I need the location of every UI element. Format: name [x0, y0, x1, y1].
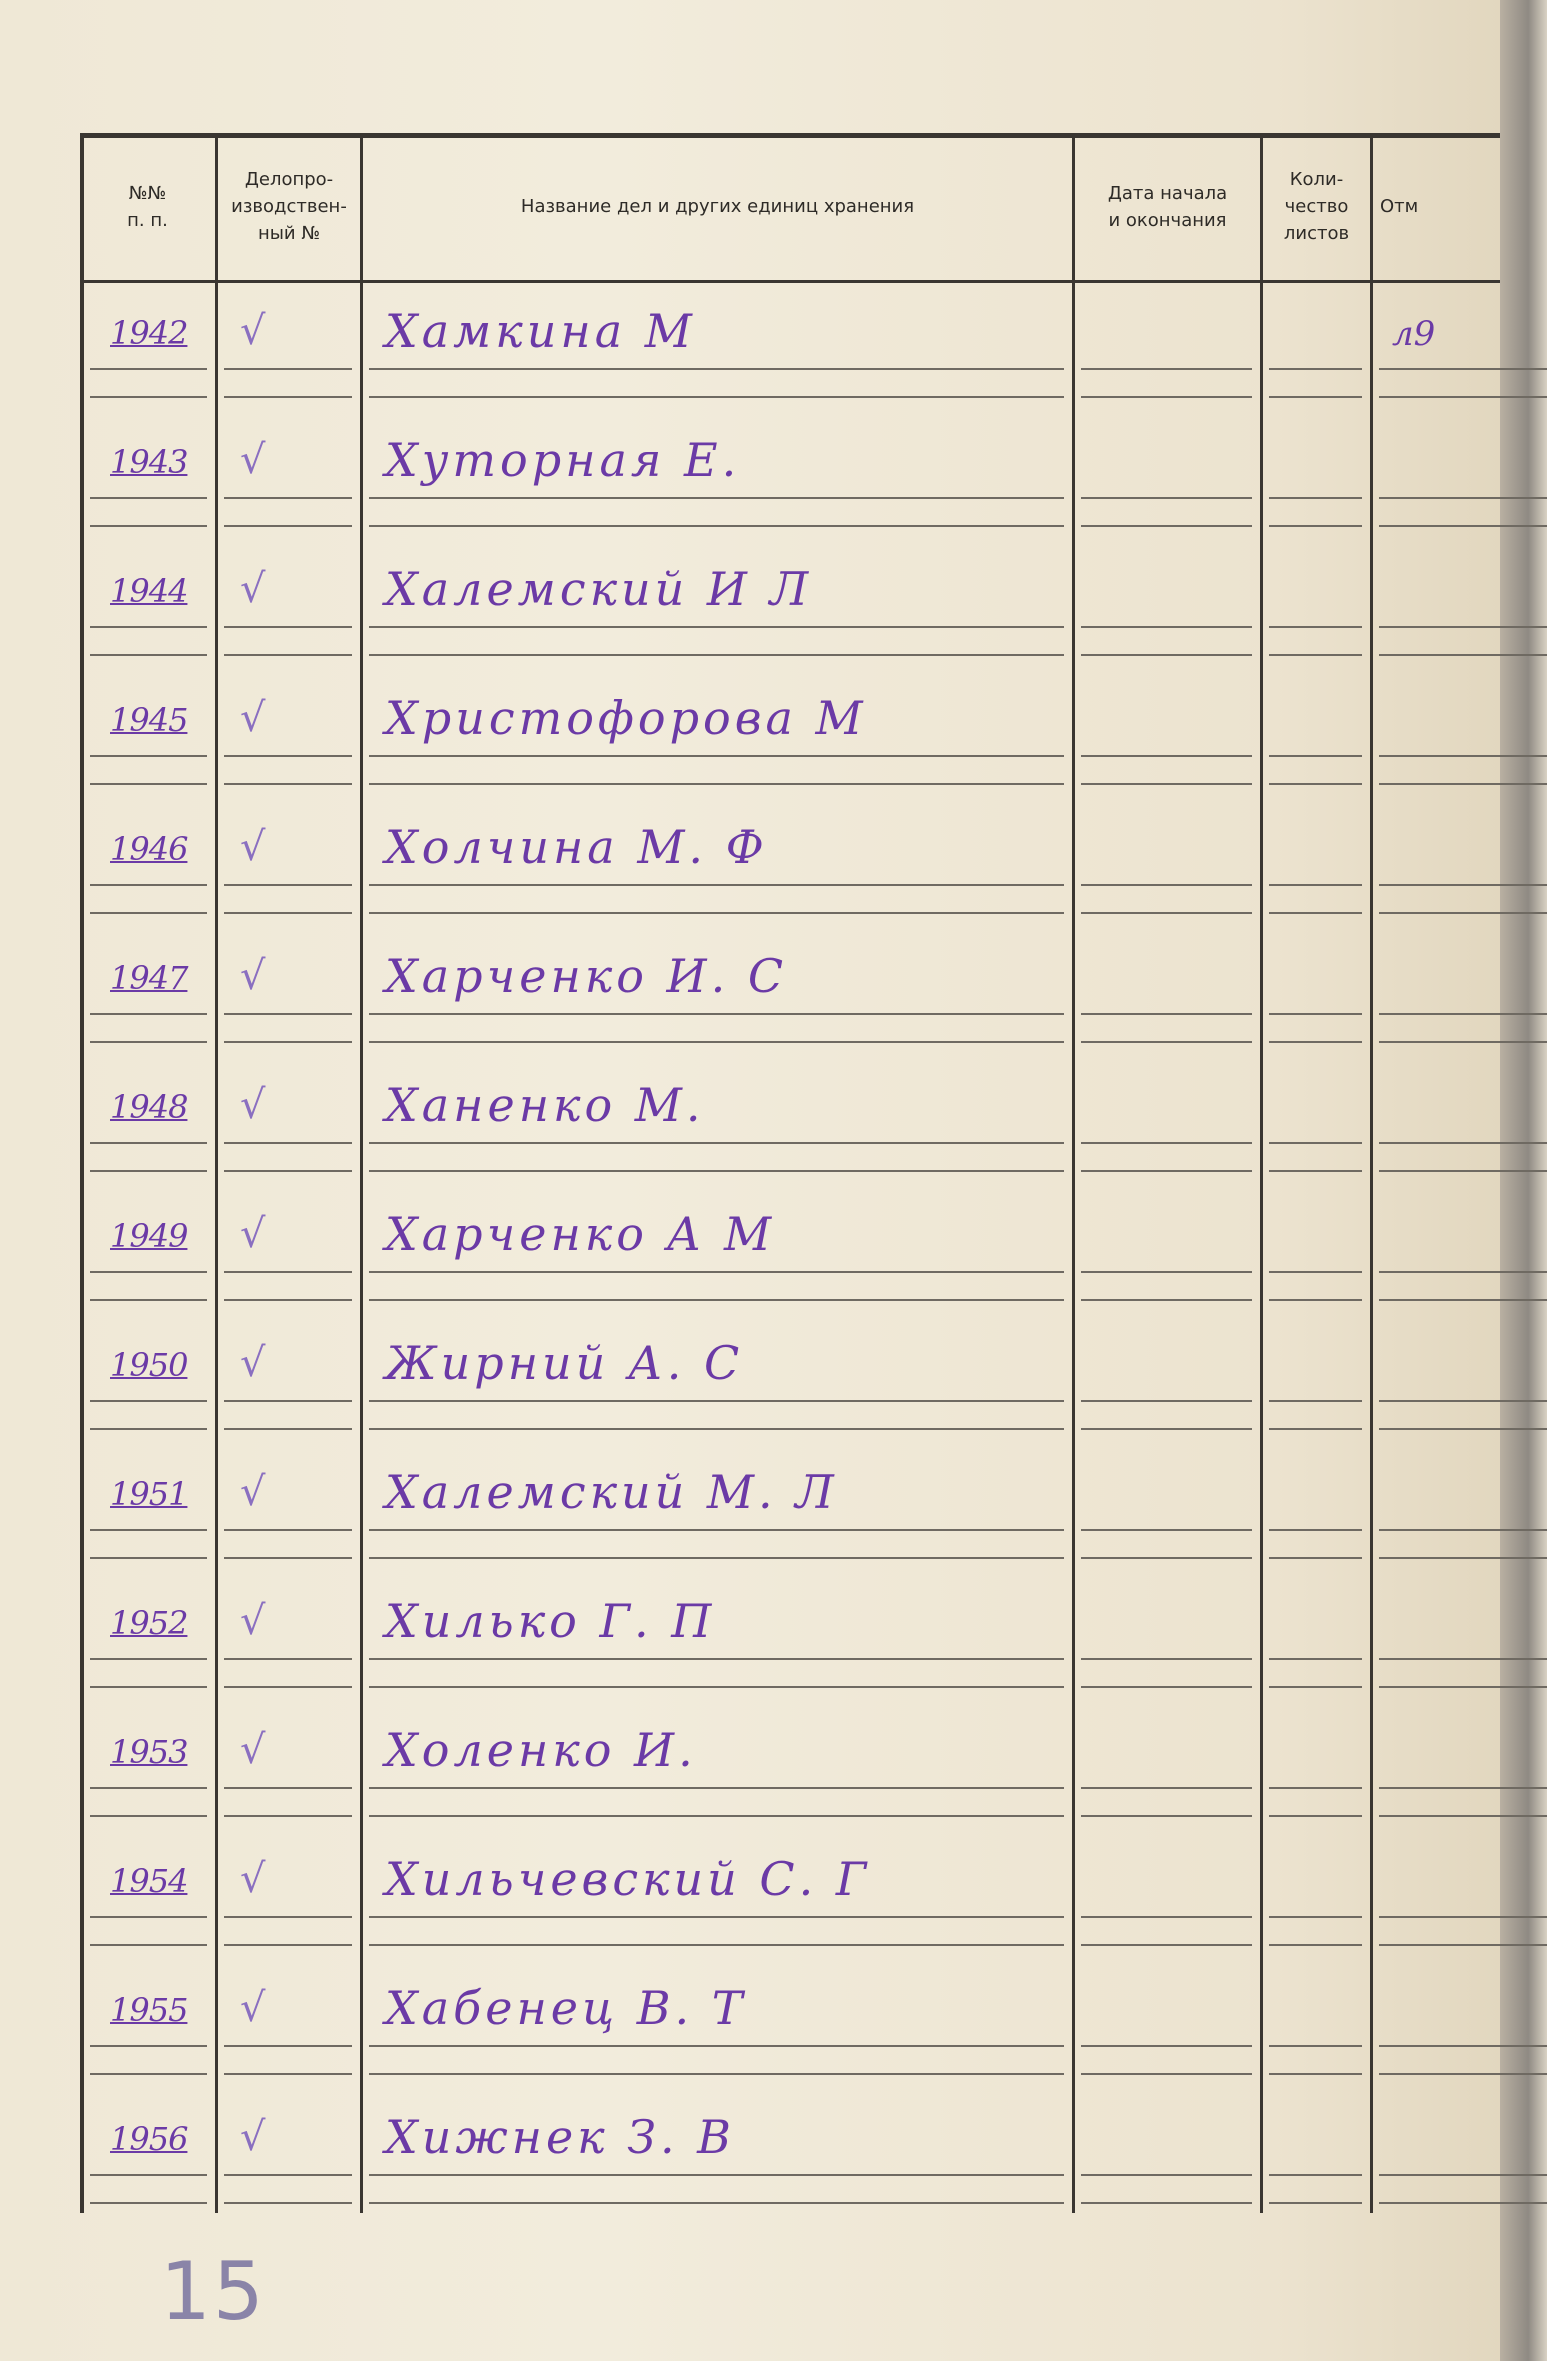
row-rule: [1269, 396, 1362, 398]
row-rule: [90, 1142, 207, 1144]
row-rule: [1379, 884, 1547, 886]
row-rule: [1081, 884, 1252, 886]
row-rule: [1379, 368, 1547, 370]
row-rule: [1269, 1686, 1362, 1688]
row-rule: [224, 2202, 352, 2204]
entry-number: 1945: [110, 701, 188, 739]
row-rule: [369, 2045, 1064, 2047]
row-rule: [224, 912, 352, 914]
row-rule: [1081, 654, 1252, 656]
row-rule: [90, 2045, 207, 2047]
row-rule: [369, 1271, 1064, 1273]
entry-title: Хабенец В. Т: [385, 1981, 747, 2035]
row-rule: [224, 1271, 352, 1273]
row-rule: [369, 368, 1064, 370]
row-rule: [369, 1557, 1064, 1559]
column-rule: [1072, 138, 1075, 2213]
entry-number: 1955: [110, 1991, 188, 2029]
row-rule: [90, 884, 207, 886]
entry-title: Хамкина М: [385, 304, 696, 358]
row-rule: [224, 1658, 352, 1660]
row-rule: [1379, 1787, 1547, 1789]
row-rule: [1379, 755, 1547, 757]
row-rule: [90, 1170, 207, 1172]
entry-title: Халемский М. Л: [385, 1465, 838, 1519]
row-rule: [1379, 1041, 1547, 1043]
row-rule: [224, 1428, 352, 1430]
row-rule: [1379, 1271, 1547, 1273]
row-rule: [1269, 1916, 1362, 1918]
row-rule: [90, 1944, 207, 1946]
row-rule: [1269, 1299, 1362, 1301]
row-rule: [224, 1529, 352, 1531]
row-rule: [369, 1815, 1064, 1817]
row-rule: [224, 2045, 352, 2047]
row-rule: [1081, 1041, 1252, 1043]
row-rule: [1081, 1013, 1252, 1015]
book-spine: [1500, 0, 1547, 2361]
row-rule: [1379, 525, 1547, 527]
header-title: Название дел и других единиц хранения: [520, 196, 915, 217]
row-rule: [1081, 1428, 1252, 1430]
entry-title: Хуторная Е.: [385, 433, 741, 487]
row-rule: [1269, 1013, 1362, 1015]
checkmark-icon: √: [240, 1985, 266, 2031]
row-rule: [224, 884, 352, 886]
row-rule: [369, 1041, 1064, 1043]
row-rule: [1379, 1916, 1547, 1918]
row-rule: [369, 884, 1064, 886]
row-rule: [224, 1299, 352, 1301]
column-rule: [1370, 138, 1373, 2213]
row-rule: [1379, 1557, 1547, 1559]
row-rule: [1269, 2202, 1362, 2204]
checkmark-icon: √: [240, 1082, 266, 1128]
row-rule: [90, 2073, 207, 2075]
row-rule: [1379, 1428, 1547, 1430]
row-rule: [1269, 626, 1362, 628]
row-rule: [1081, 2174, 1252, 2176]
row-rule: [1379, 1170, 1547, 1172]
row-rule: [224, 755, 352, 757]
row-rule: [224, 626, 352, 628]
row-rule: [369, 1787, 1064, 1789]
checkmark-icon: √: [240, 1856, 266, 1902]
row-rule: [90, 626, 207, 628]
row-rule: [1379, 1686, 1547, 1688]
row-rule: [1081, 1944, 1252, 1946]
row-rule: [369, 783, 1064, 785]
checkmark-icon: √: [240, 1211, 266, 1257]
row-rule: [224, 1787, 352, 1789]
row-rule: [90, 1658, 207, 1660]
row-rule: [369, 525, 1064, 527]
row-rule: [369, 626, 1064, 628]
row-rule: [1081, 1142, 1252, 1144]
row-rule: [90, 525, 207, 527]
row-rule: [1081, 2073, 1252, 2075]
checkmark-icon: √: [240, 566, 266, 612]
row-rule: [1269, 783, 1362, 785]
row-rule: [369, 1658, 1064, 1660]
row-rule: [1269, 1529, 1362, 1531]
row-rule: [1269, 2045, 1362, 2047]
entry-title: Жирний А. С: [385, 1336, 744, 1390]
row-rule: [224, 1686, 352, 1688]
entry-number: 1950: [110, 1346, 188, 1384]
row-rule: [1081, 755, 1252, 757]
row-rule: [369, 1428, 1064, 1430]
row-rule: [90, 1686, 207, 1688]
row-rule: [1379, 1400, 1547, 1402]
entry-title: Хильчевский С. Г: [385, 1852, 871, 1906]
row-rule: [1081, 783, 1252, 785]
header-number: №№ п. п.: [127, 183, 168, 231]
row-rule: [1269, 755, 1362, 757]
row-rule: [90, 497, 207, 499]
row-rule: [369, 1400, 1064, 1402]
row-rule: [224, 1944, 352, 1946]
row-rule: [1269, 884, 1362, 886]
row-rule: [224, 783, 352, 785]
row-rule: [1081, 2045, 1252, 2047]
row-rule: [224, 2174, 352, 2176]
row-rule: [1269, 1557, 1362, 1559]
entry-number: 1956: [110, 2120, 188, 2158]
header-sheet-count: Коли- чество листов: [1283, 169, 1350, 244]
row-rule: [369, 755, 1064, 757]
row-rule: [369, 912, 1064, 914]
row-rule: [224, 1142, 352, 1144]
row-rule: [90, 1529, 207, 1531]
row-rule: [369, 2174, 1064, 2176]
row-rule: [224, 525, 352, 527]
row-rule: [1081, 497, 1252, 499]
row-rule: [1379, 2174, 1547, 2176]
row-rule: [1379, 1944, 1547, 1946]
row-rule: [90, 1428, 207, 1430]
column-rule: [215, 138, 218, 2213]
row-rule: [90, 1013, 207, 1015]
row-rule: [1081, 1658, 1252, 1660]
row-rule: [1269, 1142, 1362, 1144]
checkmark-icon: √: [240, 1340, 266, 1386]
row-rule: [1269, 497, 1362, 499]
row-rule: [224, 368, 352, 370]
row-rule: [1081, 1815, 1252, 1817]
row-rule: [1081, 396, 1252, 398]
row-rule: [1379, 783, 1547, 785]
row-rule: [90, 1916, 207, 1918]
row-rule: [369, 1142, 1064, 1144]
row-rule: [1379, 1142, 1547, 1144]
row-rule: [224, 1557, 352, 1559]
row-rule: [1379, 497, 1547, 499]
header-office-number: Делопро- изводствен- ный №: [231, 169, 347, 244]
row-rule: [90, 1299, 207, 1301]
header-notes: Отм: [1380, 196, 1419, 217]
row-rule: [1379, 1658, 1547, 1660]
row-rule: [1379, 1529, 1547, 1531]
column-rule: [80, 138, 84, 2213]
row-rule: [90, 1041, 207, 1043]
row-rule: [224, 1400, 352, 1402]
entry-number: 1942: [110, 314, 188, 352]
row-rule: [369, 1686, 1064, 1688]
entry-title: Ханенко М.: [385, 1078, 705, 1132]
row-rule: [1379, 654, 1547, 656]
row-rule: [1081, 912, 1252, 914]
row-rule: [1269, 1944, 1362, 1946]
row-rule: [1269, 1787, 1362, 1789]
row-rule: [1269, 1400, 1362, 1402]
row-rule: [1269, 1271, 1362, 1273]
row-rule: [369, 1170, 1064, 1172]
row-rule: [1379, 1815, 1547, 1817]
page-number-note: 15: [160, 2245, 266, 2338]
row-rule: [90, 1815, 207, 1817]
row-rule: [1379, 2202, 1547, 2204]
column-rule: [1260, 138, 1263, 2213]
row-rule: [1379, 626, 1547, 628]
entry-title: Хилько Г. П: [385, 1594, 716, 1648]
row-rule: [1379, 396, 1547, 398]
row-rule: [1269, 912, 1362, 914]
checkmark-icon: √: [240, 824, 266, 870]
row-rule: [1081, 1400, 1252, 1402]
row-rule: [1081, 1271, 1252, 1273]
entry-title: Халемский И Л: [385, 562, 813, 616]
row-rule: [369, 1916, 1064, 1918]
entry-title: Христофорова М: [385, 691, 867, 745]
header-dates: Дата начала и окончания: [1107, 183, 1228, 231]
row-rule: [369, 2202, 1064, 2204]
row-rule: [369, 1013, 1064, 1015]
row-rule: [1269, 654, 1362, 656]
row-rule: [90, 396, 207, 398]
row-rule: [90, 654, 207, 656]
entry-title: Холчина М. Ф: [385, 820, 768, 874]
checkmark-icon: √: [240, 1469, 266, 1515]
row-rule: [369, 497, 1064, 499]
row-rule: [1081, 525, 1252, 527]
row-rule: [369, 654, 1064, 656]
row-rule: [369, 1529, 1064, 1531]
row-rule: [1081, 1686, 1252, 1688]
row-rule: [224, 1013, 352, 1015]
row-rule: [1081, 2202, 1252, 2204]
row-rule: [1269, 2073, 1362, 2075]
row-rule: [224, 1916, 352, 1918]
row-rule: [1269, 2174, 1362, 2176]
row-rule: [1081, 1529, 1252, 1531]
entry-number: 1947: [110, 959, 188, 997]
row-rule: [369, 1944, 1064, 1946]
checkmark-icon: √: [240, 308, 266, 354]
row-rule: [90, 1787, 207, 1789]
entry-title: Хижнек З. В: [385, 2110, 735, 2164]
row-rule: [1269, 368, 1362, 370]
checkmark-icon: √: [240, 1727, 266, 1773]
row-rule: [1081, 368, 1252, 370]
row-rule: [90, 755, 207, 757]
checkmark-icon: √: [240, 437, 266, 483]
row-rule: [1081, 1299, 1252, 1301]
row-rule: [90, 912, 207, 914]
checkmark-icon: √: [240, 1598, 266, 1644]
row-rule: [1269, 1428, 1362, 1430]
row-rule: [1379, 2073, 1547, 2075]
row-rule: [224, 396, 352, 398]
entry-number: 1951: [110, 1475, 188, 1513]
row-rule: [1379, 912, 1547, 914]
entry-number: 1944: [110, 572, 188, 610]
row-rule: [1081, 1916, 1252, 1918]
row-rule: [1379, 1013, 1547, 1015]
row-rule: [1081, 626, 1252, 628]
row-rule: [1081, 1557, 1252, 1559]
entry-title: Харченко А М: [385, 1207, 776, 1261]
entry-number: 1943: [110, 443, 188, 481]
row-rule: [1269, 1041, 1362, 1043]
row-rule: [369, 1299, 1064, 1301]
row-rule: [224, 1815, 352, 1817]
entry-number: 1954: [110, 1862, 188, 1900]
row-rule: [1269, 525, 1362, 527]
column-rule: [360, 138, 363, 2213]
row-rule: [1269, 1815, 1362, 1817]
row-rule: [1379, 1299, 1547, 1301]
entry-number: 1952: [110, 1604, 188, 1642]
row-rule: [369, 396, 1064, 398]
row-rule: [224, 497, 352, 499]
entry-number: 1953: [110, 1733, 188, 1771]
row-rule: [224, 1041, 352, 1043]
row-rule: [224, 654, 352, 656]
row-rule: [90, 2174, 207, 2176]
checkmark-icon: √: [240, 695, 266, 741]
row-rule: [90, 2202, 207, 2204]
header-rule: [80, 280, 1500, 283]
row-rule: [224, 2073, 352, 2075]
row-rule: [90, 1557, 207, 1559]
entry-number: 1949: [110, 1217, 188, 1255]
row-rule: [1379, 2045, 1547, 2047]
entry-number: 1948: [110, 1088, 188, 1126]
row-rule: [224, 1170, 352, 1172]
checkmark-icon: √: [240, 953, 266, 999]
entry-number: 1946: [110, 830, 188, 868]
row-rule: [1269, 1658, 1362, 1660]
entry-title: Харченко И. С: [385, 949, 788, 1003]
row-rule: [1081, 1787, 1252, 1789]
checkmark-icon: √: [240, 2114, 266, 2160]
entry-title: Холенко И.: [385, 1723, 697, 1777]
row-rule: [90, 1400, 207, 1402]
entry-note: л9: [1392, 314, 1436, 354]
row-rule: [1269, 1170, 1362, 1172]
row-rule: [90, 1271, 207, 1273]
row-rule: [90, 783, 207, 785]
row-rule: [1081, 1170, 1252, 1172]
row-rule: [90, 368, 207, 370]
row-rule: [369, 2073, 1064, 2075]
